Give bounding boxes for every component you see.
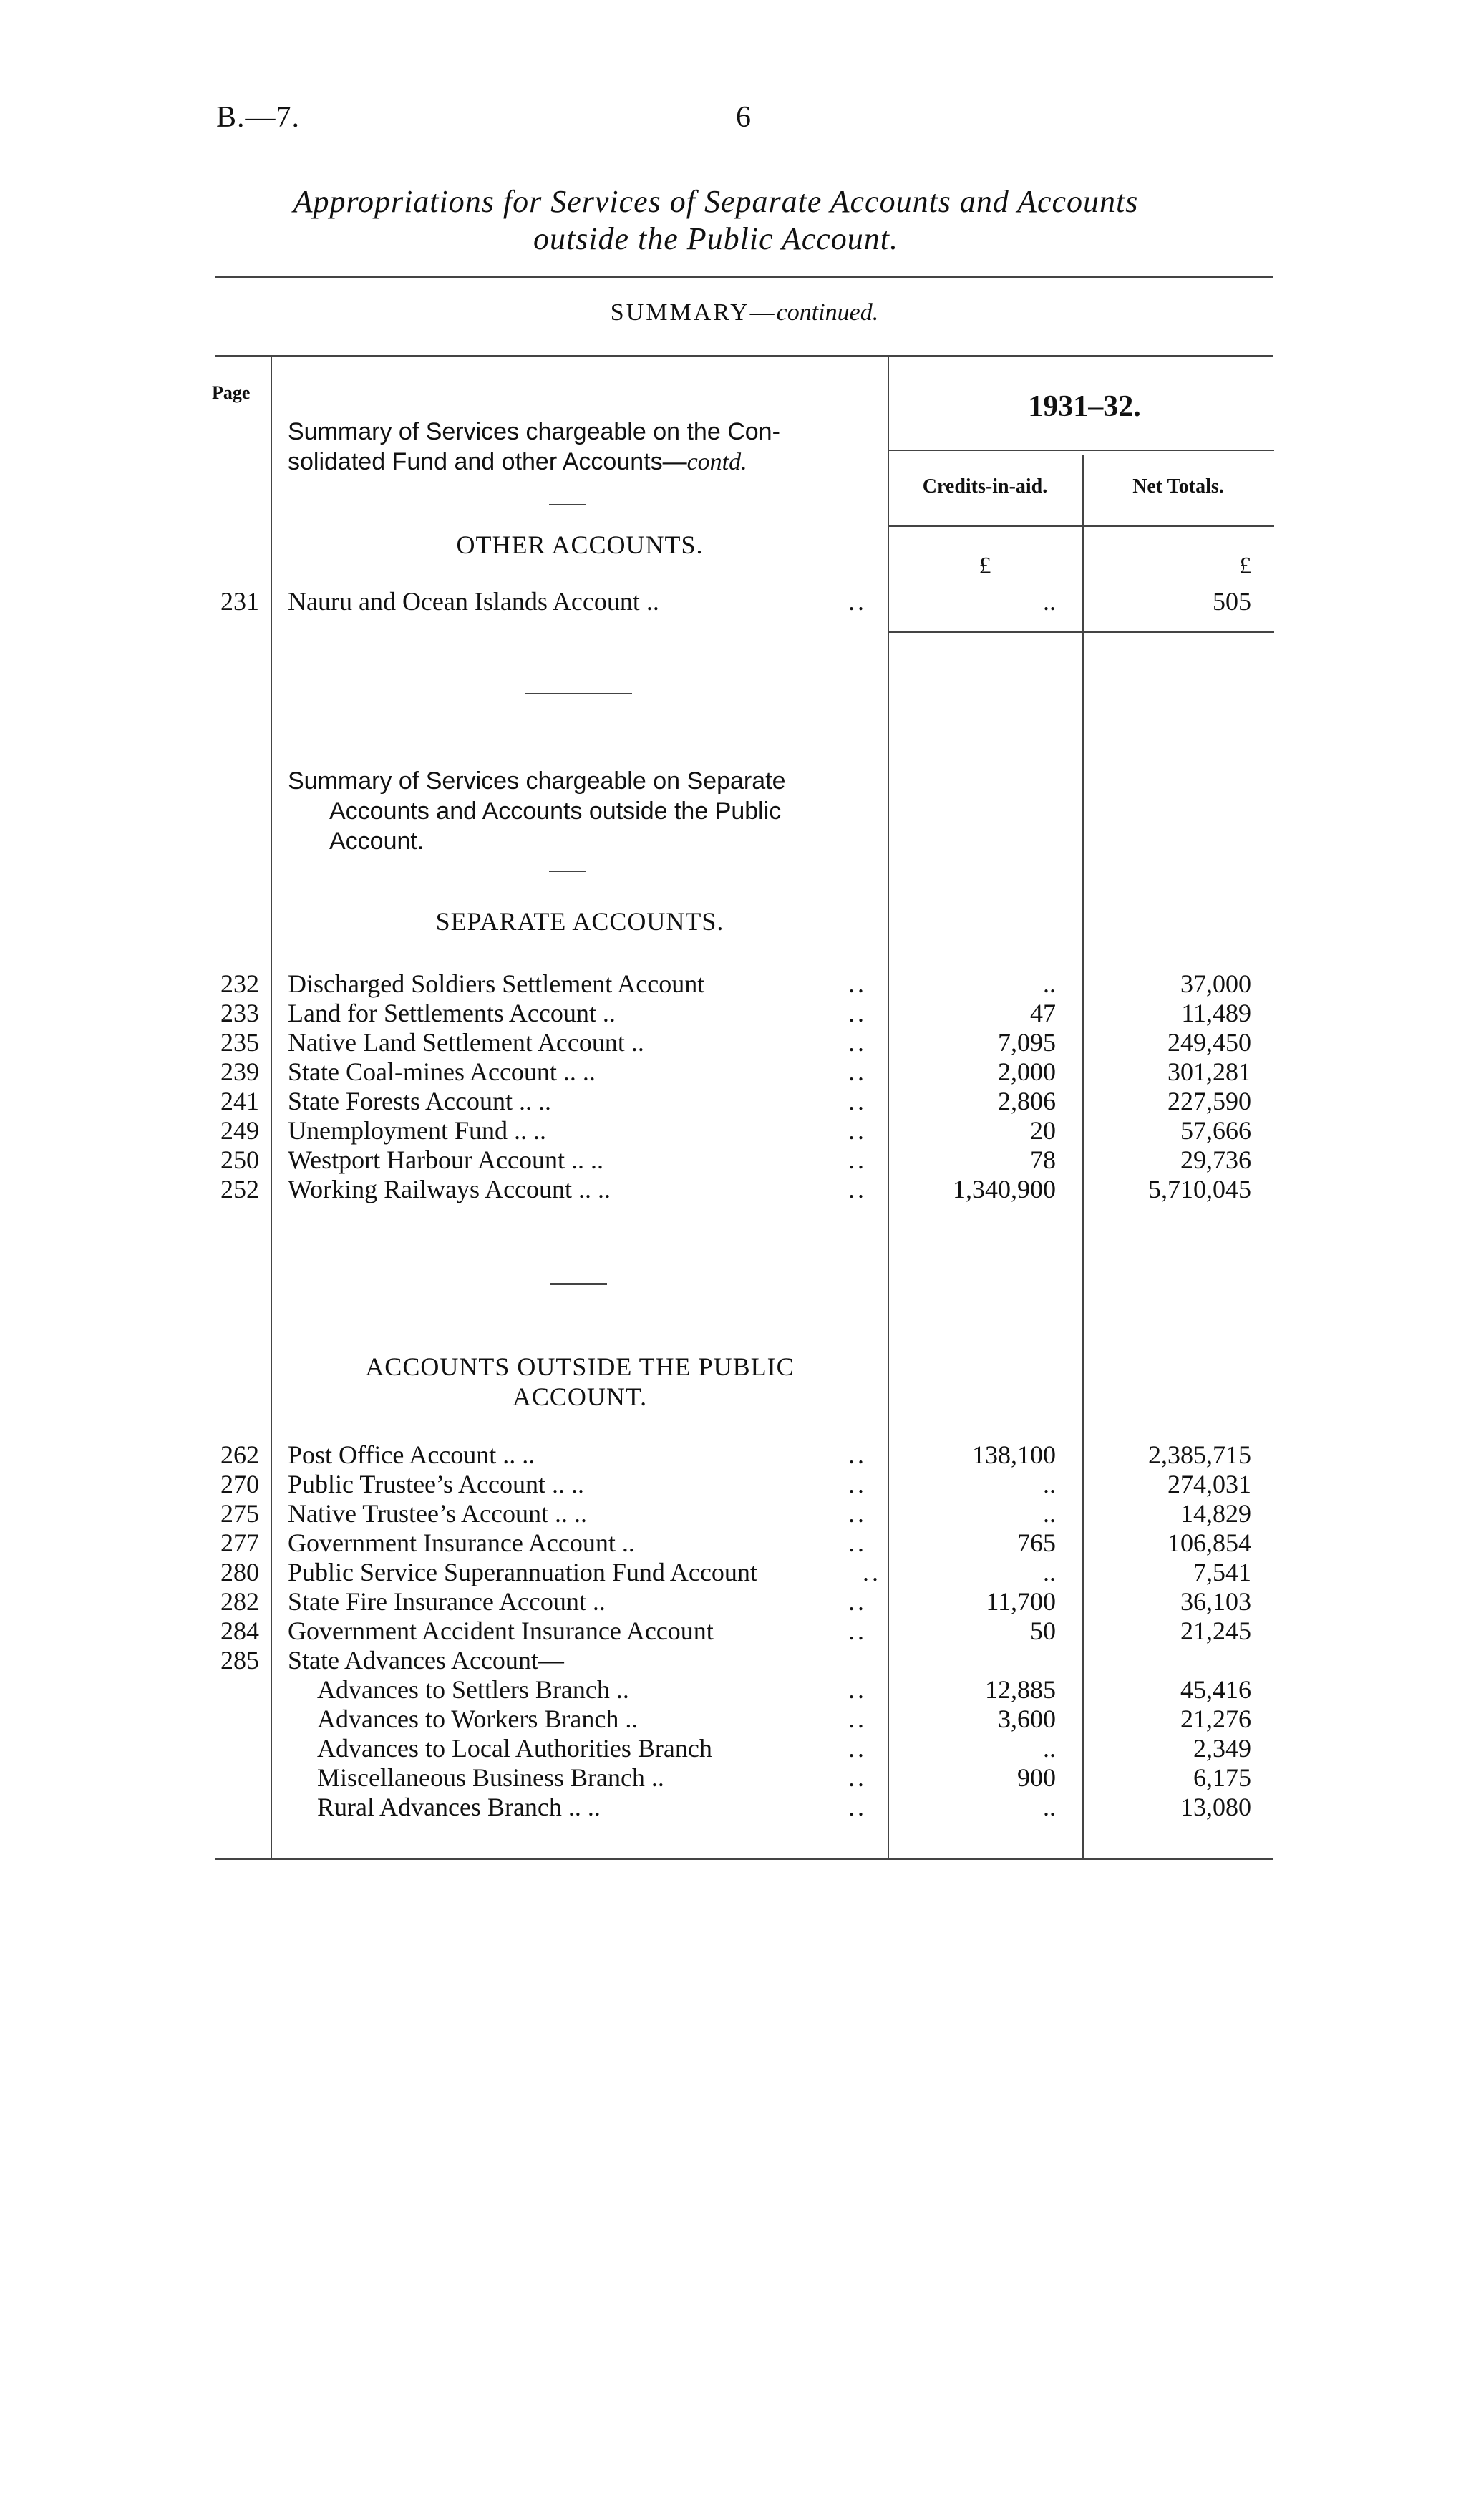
- row-net-total: 505: [1213, 587, 1251, 616]
- row-leader-dots: ..: [848, 1528, 867, 1557]
- row-page: 252: [220, 1175, 259, 1203]
- row-label: Advances to Settlers Branch ..: [317, 1675, 629, 1704]
- short-rule: [549, 871, 586, 872]
- row-net-total: 21,276: [1180, 1705, 1251, 1733]
- table-row: [0, 587, 1471, 616]
- row-label: Working Railways Account .. ..: [288, 1175, 611, 1203]
- summary-heading: [215, 299, 1274, 326]
- row-leader-dots: ..: [863, 1558, 881, 1586]
- row-net-total: 37,000: [1180, 969, 1251, 998]
- separate-accounts-heading: SEPARATE ACCOUNTS.: [435, 907, 724, 936]
- row-leader-dots: ..: [848, 999, 867, 1027]
- summary-label: SUMMARY—: [610, 299, 777, 326]
- credits-currency-symbol: £: [979, 553, 991, 579]
- row-net-total: 21,245: [1180, 1617, 1251, 1645]
- row-leader-dots: ..: [848, 969, 867, 998]
- row-credits: 50: [1030, 1617, 1056, 1645]
- row-label: Westport Harbour Account .. ..: [288, 1145, 603, 1174]
- row-credits: ..: [1043, 1558, 1056, 1586]
- consolidated-title-contd: contd.: [686, 449, 747, 475]
- row-page: 250: [220, 1145, 259, 1174]
- short-rule: [549, 504, 586, 505]
- row-leader-dots: ..: [848, 1499, 867, 1528]
- row-credits: 900: [1017, 1763, 1056, 1792]
- table-row: [0, 1617, 1471, 1646]
- row-net-total: 227,590: [1167, 1087, 1251, 1115]
- row-label: Native Land Settlement Account ..: [288, 1028, 644, 1057]
- row-page: 277: [220, 1528, 259, 1557]
- outside-accounts-heading: [288, 1352, 872, 1412]
- row-label: Post Office Account .. ..: [288, 1440, 535, 1469]
- table-row: [0, 1499, 1471, 1528]
- row-leader-dots: ..: [848, 1705, 867, 1733]
- year-underline: [888, 450, 1274, 451]
- row-net-total: 5,710,045: [1148, 1175, 1251, 1203]
- row-leader-dots: ..: [848, 1470, 867, 1498]
- row-net-total: 2,385,715: [1148, 1440, 1251, 1469]
- row-page: 285: [220, 1646, 259, 1675]
- table-row: [0, 1646, 1471, 1675]
- row-page: 280: [220, 1558, 259, 1586]
- row-net-total: 45,416: [1180, 1675, 1251, 1704]
- row-credits: ..: [1043, 587, 1056, 616]
- row-label: Public Trustee’s Account .. ..: [288, 1470, 585, 1498]
- row-label: Unemployment Fund .. ..: [288, 1116, 546, 1145]
- row-leader-dots: ..: [848, 1587, 867, 1616]
- row-label: Government Insurance Account ..: [288, 1528, 635, 1557]
- table-row: [0, 1175, 1471, 1204]
- document-reference: B.—7.: [216, 101, 301, 134]
- row-credits: 138,100: [972, 1440, 1056, 1469]
- separate-section-title: [288, 766, 785, 856]
- table-row: [0, 1763, 1471, 1793]
- column-header-underline: [888, 525, 1274, 527]
- table-row: [0, 1793, 1471, 1822]
- row-leader-dots: ..: [848, 1057, 867, 1086]
- page-title-line-1: Appropriations for Services of Separate Accounts and Accounts: [293, 184, 1139, 219]
- row-leader-dots: ..: [848, 1175, 867, 1203]
- row-credits: 12,885: [985, 1675, 1056, 1704]
- row-net-total: 13,080: [1180, 1793, 1251, 1821]
- row-net-total: 106,854: [1167, 1528, 1251, 1557]
- row-net-total: 11,489: [1181, 999, 1251, 1027]
- table-row: [0, 1145, 1471, 1175]
- table-row: [0, 1734, 1471, 1763]
- table-bottom-rule: [215, 1858, 1273, 1860]
- row-leader-dots: ..: [848, 1028, 867, 1057]
- page-number: 6: [736, 101, 751, 134]
- row-label: Land for Settlements Account ..: [288, 999, 616, 1027]
- row-net-total: 14,829: [1180, 1499, 1251, 1528]
- row-credits: ..: [1043, 1499, 1056, 1528]
- row-net-total: 301,281: [1167, 1057, 1251, 1086]
- net-currency-symbol: £: [1239, 553, 1251, 579]
- row-credits: 78: [1030, 1145, 1056, 1174]
- table-row: [0, 1057, 1471, 1087]
- page-title-line-2: outside the Public Account.: [533, 221, 899, 256]
- row-leader-dots: ..: [848, 1145, 867, 1174]
- row-page: 270: [220, 1470, 259, 1498]
- row-credits: 2,806: [998, 1087, 1056, 1115]
- row-leader-dots: ..: [848, 1793, 867, 1821]
- row-credits: 2,000: [998, 1057, 1056, 1086]
- row-label: Discharged Soldiers Settlement Account: [288, 969, 705, 998]
- table-row: [0, 1558, 1471, 1587]
- row-credits: 3,600: [998, 1705, 1056, 1733]
- row-leader-dots: ..: [848, 1763, 867, 1792]
- row-net-total: 2,349: [1193, 1734, 1251, 1763]
- row-net-total: 7,541: [1193, 1558, 1251, 1586]
- row-page: 241: [220, 1087, 259, 1115]
- row-leader-dots: ..: [848, 1617, 867, 1645]
- row-credits: ..: [1043, 969, 1056, 998]
- row-label: Advances to Workers Branch ..: [317, 1705, 639, 1733]
- row-label: Rural Advances Branch .. ..: [317, 1793, 601, 1821]
- row-page: 232: [220, 969, 259, 998]
- row-leader-dots: ..: [848, 1440, 867, 1469]
- row-leader-dots: ..: [848, 1734, 867, 1763]
- row-credits: ..: [1043, 1470, 1056, 1498]
- table-row: [0, 1116, 1471, 1145]
- row-credits: ..: [1043, 1793, 1056, 1821]
- row-label: State Coal-mines Account .. ..: [288, 1057, 596, 1086]
- row-net-total: 249,450: [1167, 1028, 1251, 1057]
- row-page: 239: [220, 1057, 259, 1086]
- row-net-total: 57,666: [1180, 1116, 1251, 1145]
- row-label: Advances to Local Authorities Branch: [317, 1734, 712, 1763]
- row-page: 284: [220, 1617, 259, 1645]
- consolidated-title-line-2-text: solidated Fund and other Accounts—: [288, 448, 687, 475]
- other-accounts-heading: OTHER ACCOUNTS.: [456, 530, 704, 559]
- row-label: Government Accident Insurance Account: [288, 1617, 714, 1645]
- row-label: State Forests Account .. ..: [288, 1087, 551, 1115]
- row-page: 233: [220, 999, 259, 1027]
- title-rule: [215, 276, 1273, 278]
- row-net-total: 274,031: [1167, 1470, 1251, 1498]
- outside-heading-line-2: ACCOUNT.: [512, 1382, 648, 1411]
- table-row: [0, 1087, 1471, 1116]
- table-row: [0, 1440, 1471, 1470]
- row-credits: 7,095: [998, 1028, 1056, 1057]
- year-header: 1931–32.: [1028, 390, 1141, 423]
- row-credits: 11,700: [986, 1587, 1056, 1616]
- credits-in-aid-header: Credits-in-aid.: [922, 475, 1048, 498]
- row-label: State Fire Insurance Account ..: [288, 1587, 606, 1616]
- table-row: [0, 1675, 1471, 1705]
- row-page: 231: [220, 587, 259, 616]
- table-row: [0, 1470, 1471, 1499]
- row-page: 249: [220, 1116, 259, 1145]
- section-separator-rule: [525, 693, 632, 694]
- table-top-rule: [215, 355, 1273, 357]
- net-totals-header: Net Totals.: [1132, 475, 1224, 498]
- table-row: [0, 1028, 1471, 1057]
- row-leader-dots: ..: [848, 1675, 867, 1704]
- row-page: 275: [220, 1499, 259, 1528]
- separate-title-line-1: Summary of Services chargeable on Separate: [288, 767, 786, 795]
- row-leader-dots: ..: [848, 587, 867, 616]
- consolidated-title-line-1: Summary of Services chargeable on the Con-: [288, 418, 780, 445]
- separate-title-line-2: Accounts and Accounts outside the Public: [329, 798, 782, 825]
- consolidated-title-line-2: [288, 447, 780, 478]
- page-column-header: Page: [212, 382, 251, 403]
- row-page: 282: [220, 1587, 259, 1616]
- table-row: [0, 1528, 1471, 1558]
- row-leader-dots: ..: [848, 1087, 867, 1115]
- row-credits: 47: [1030, 999, 1056, 1027]
- table-row: [0, 999, 1471, 1028]
- row-label: Public Service Superannuation Fund Account: [288, 1558, 757, 1586]
- row-leader-dots: ..: [848, 1116, 867, 1145]
- row-net-total: 29,736: [1180, 1145, 1251, 1174]
- row-net-total: 36,103: [1180, 1587, 1251, 1616]
- table-row: [0, 1705, 1471, 1734]
- table-row: [0, 969, 1471, 999]
- row-page: 262: [220, 1440, 259, 1469]
- summary-suffix: continued.: [776, 299, 879, 326]
- row-page: 235: [220, 1028, 259, 1057]
- other-accounts-underline: [888, 631, 1274, 633]
- section-separator-rule: [550, 1283, 607, 1285]
- row-net-total: 6,175: [1193, 1763, 1251, 1792]
- row-credits: 20: [1030, 1116, 1056, 1145]
- outside-heading-line-1: ACCOUNTS OUTSIDE THE PUBLIC: [365, 1352, 795, 1381]
- row-label: Nauru and Ocean Islands Account ..: [288, 587, 659, 616]
- separate-title-line-3: Account.: [329, 828, 424, 855]
- row-credits: 1,340,900: [953, 1175, 1056, 1203]
- row-credits: 765: [1017, 1528, 1056, 1557]
- row-credits: ..: [1043, 1734, 1056, 1763]
- row-label: State Advances Account—: [288, 1646, 564, 1675]
- row-label: Miscellaneous Business Branch ..: [317, 1763, 664, 1792]
- row-label: Native Trustee’s Account .. ..: [288, 1499, 587, 1528]
- table-row: [0, 1587, 1471, 1617]
- consolidated-section-title: [288, 417, 780, 478]
